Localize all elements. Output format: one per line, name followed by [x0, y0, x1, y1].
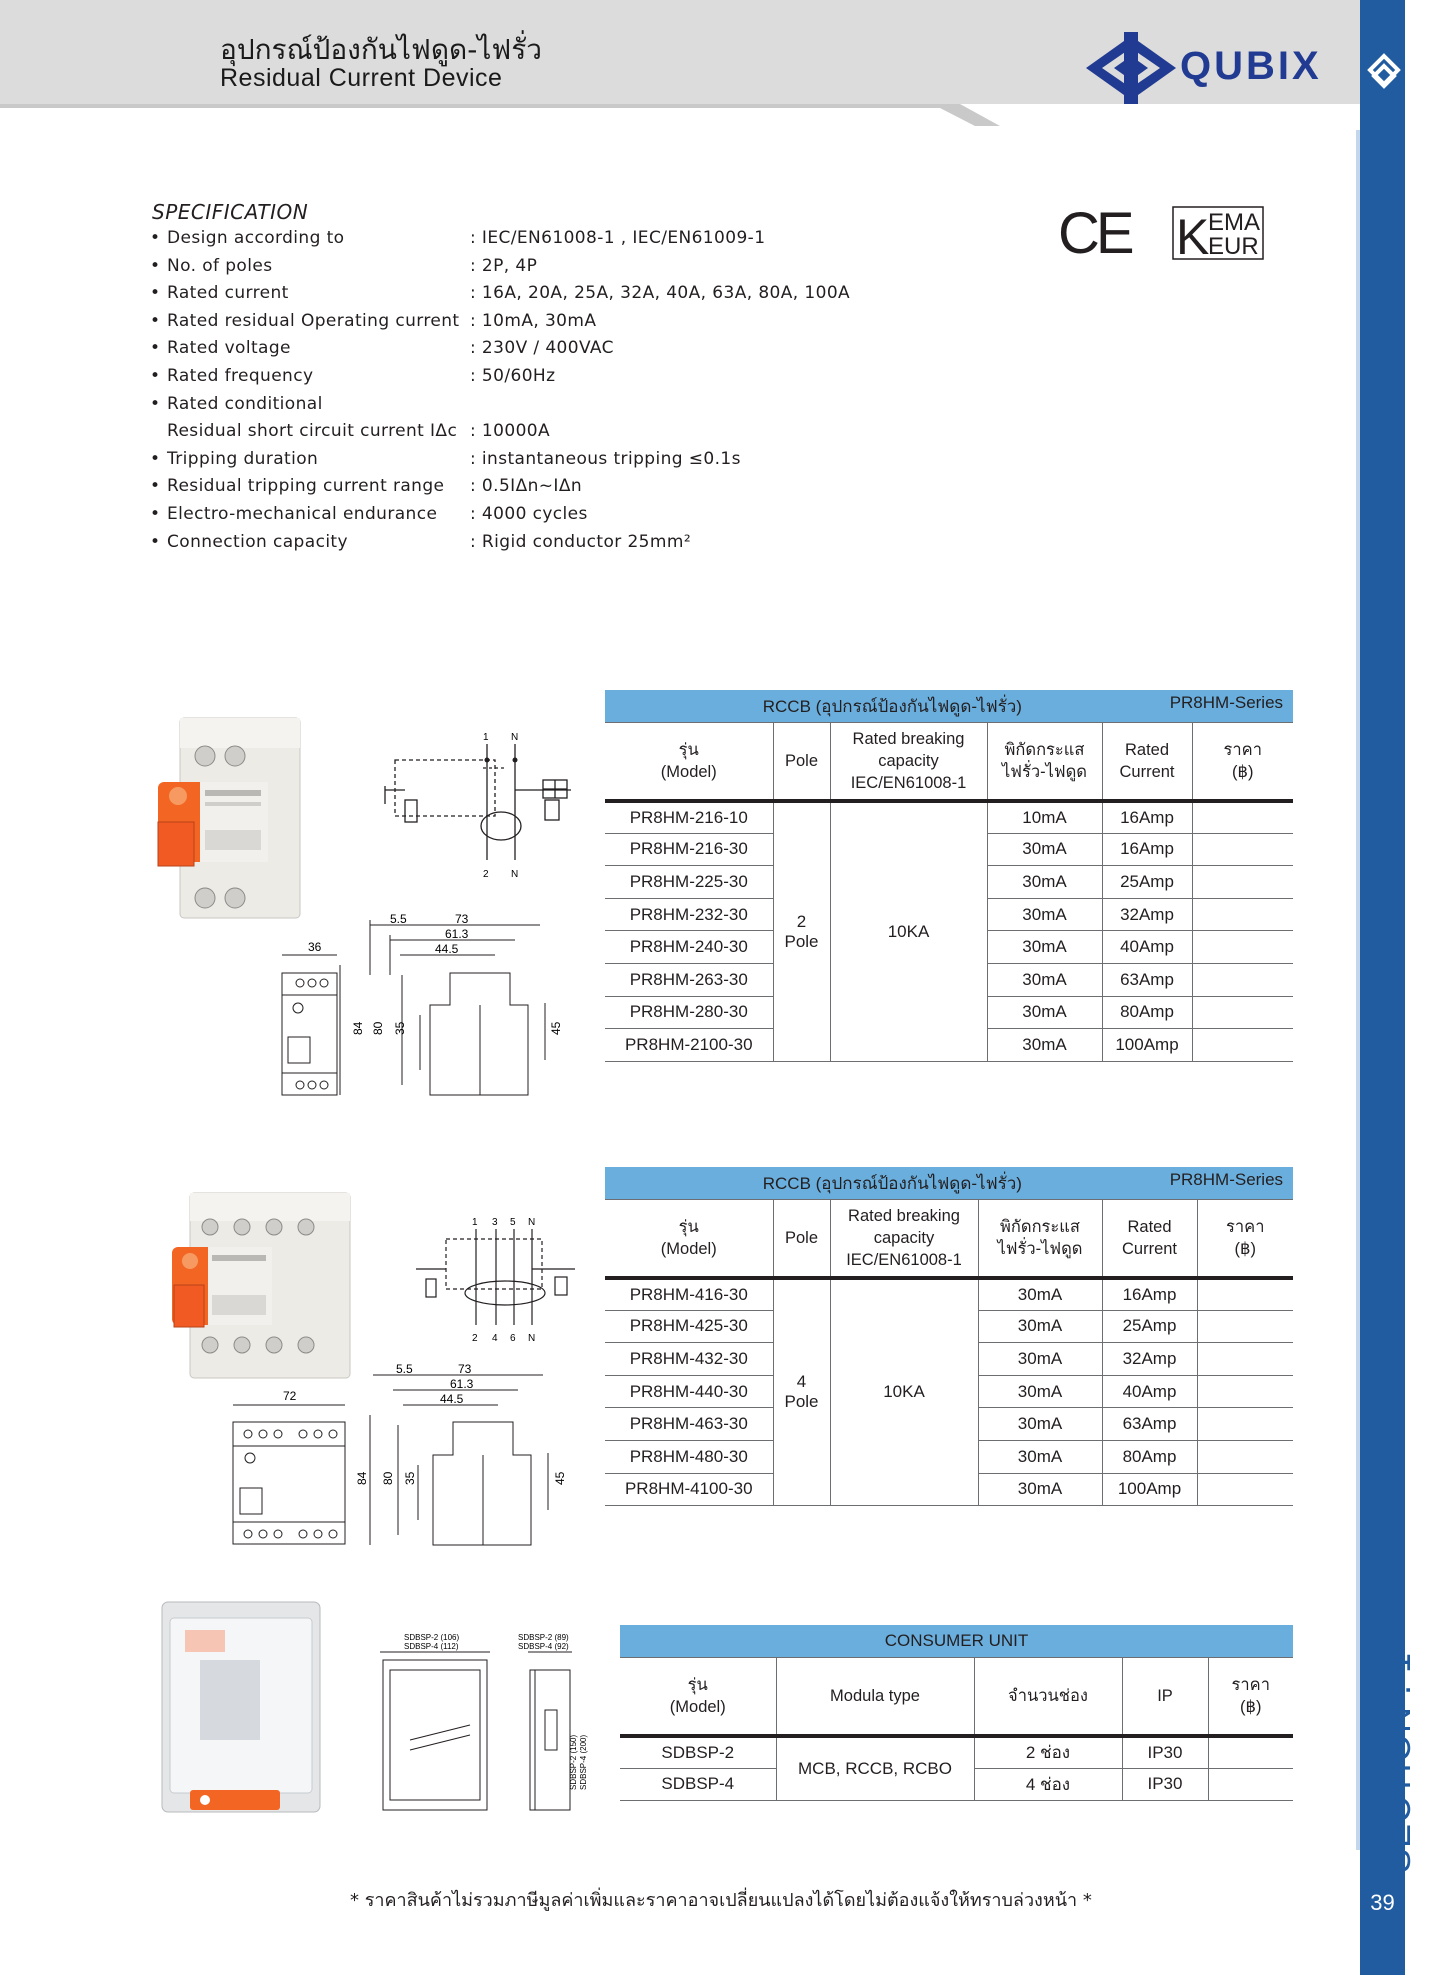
rccb-4pole-wiring-diagram: [410, 1215, 590, 1345]
spec-row: [150, 394, 910, 422]
rccb-2pole-wiring-diagram: [375, 730, 575, 880]
dimension-label: 35: [403, 1471, 417, 1485]
pole-word: Pole: [784, 1392, 819, 1412]
cell-model: PR8HM-216-30: [605, 833, 773, 866]
col-breaking: [830, 723, 987, 801]
pole-number: 2: [796, 911, 807, 931]
price-footnote: * ราคาสินค้าไม่รวมภาษีมูลค่าเพิ่มและราคาอาจเปลี่ยนแปลงได้โดยไม่ต้องแจ้งให้ทราบล่วงหน้า *: [350, 1890, 1092, 1911]
rccb-4pole-table: [605, 1167, 1293, 1506]
spec-label: Residual short circuit current IΔc: [167, 421, 458, 442]
col-ways: จำนวนช่อง: [974, 1658, 1122, 1736]
cell-price: [1197, 1310, 1293, 1343]
col-price: [1197, 1200, 1293, 1278]
terminal-label: 2: [483, 869, 489, 880]
table-title-bar: [605, 1167, 1293, 1200]
table-header: [605, 723, 1293, 801]
dimension-label: 73: [458, 1362, 472, 1376]
spec-label: Rated frequency: [167, 365, 314, 386]
dimension-label: 44.5: [440, 1392, 464, 1406]
cell-price: [1192, 996, 1293, 1029]
col-ip: IP: [1122, 1658, 1208, 1736]
col-model-thai: รุ่น: [678, 740, 699, 759]
col-breaking: [830, 1200, 978, 1278]
spec-value: : 50/60Hz: [470, 365, 556, 386]
dimension-label: 80: [381, 1471, 395, 1485]
cell-leak: 30mA: [987, 964, 1102, 997]
spec-row: [150, 256, 910, 284]
col-price-line: (฿): [1232, 762, 1254, 781]
cell-price: [1197, 1375, 1293, 1408]
col-model-thai: รุ่น: [678, 1217, 699, 1236]
table-title: RCCB (อุปกรณ์ป้องกันไฟดูด-ไฟรั่ว): [762, 696, 1022, 716]
spec-value: : 4000 cycles: [470, 503, 588, 524]
terminal-label: 4: [492, 1333, 498, 1344]
col-breaking-line: Rated breaking: [852, 729, 965, 748]
table-title-bar: [620, 1625, 1293, 1658]
col-model: [605, 723, 773, 801]
cell-leak: 30mA: [978, 1408, 1102, 1441]
dimension-label: SDBSP-4 (112): [404, 1642, 459, 1651]
cell-price: [1192, 833, 1293, 866]
bullet: •: [150, 476, 161, 497]
spec-value: : Rigid conductor 25mm²: [470, 531, 692, 552]
spec-value: : 230V / 400VAC: [470, 338, 614, 359]
terminal-label: N: [511, 869, 519, 880]
bullet: •: [150, 283, 161, 304]
cell-current: 32Amp: [1102, 1343, 1197, 1376]
ce-mark: CE: [1058, 201, 1131, 266]
table-header: [620, 1658, 1293, 1736]
spec-row: [150, 283, 910, 311]
spec-row: [150, 421, 910, 449]
dimension-label: 61.3: [445, 927, 469, 941]
spec-label: Electro-mechanical endurance: [167, 503, 438, 524]
dimension-label: 80: [371, 1021, 385, 1035]
cell-price: [1192, 931, 1293, 964]
kema-top-text: EMA: [1208, 209, 1261, 236]
page-title-thai: อุปกรณ์ป้องกันไฟดูด-ไฟรั่ว: [220, 33, 542, 66]
spec-row: [150, 476, 910, 504]
dimension-label: 73: [455, 912, 469, 926]
col-leak-line: พิกัดกระแส: [1004, 740, 1085, 759]
bullet: •: [150, 503, 161, 524]
cell-price: [1208, 1768, 1293, 1801]
col-leak-line: ไฟรั่ว-ไฟดูด: [1001, 762, 1087, 781]
col-pole: Pole: [773, 1200, 830, 1278]
col-price-line: (฿): [1234, 1239, 1257, 1258]
dimension-label: 84: [355, 1471, 369, 1485]
rccb-2pole-photo: [150, 710, 320, 925]
col-model: [620, 1658, 776, 1736]
spec-label: Residual tripping current range: [167, 476, 445, 497]
cell-model: PR8HM-216-10: [605, 801, 773, 834]
col-rated-line: Rated: [1124, 740, 1170, 759]
col-price-line: (฿): [1240, 1697, 1262, 1716]
col-model-english: (Model): [660, 1239, 717, 1258]
cell-price: [1197, 1441, 1293, 1474]
table-series: PR8HM-Series: [1169, 692, 1284, 712]
bullet: •: [150, 255, 161, 276]
col-price: [1192, 723, 1293, 801]
table-row: [620, 1736, 1293, 1769]
table-row: [605, 801, 1293, 834]
col-leak-line: ไฟรั่ว-ไฟดูด: [997, 1239, 1083, 1258]
dimension-label: SDBSP-4 (200): [579, 1734, 588, 1790]
cell-model: PR8HM-4100-30: [605, 1473, 773, 1506]
cell-breaking: 10KA: [830, 801, 987, 1062]
brand-name: QUBIX: [1180, 44, 1322, 88]
cell-current: 16Amp: [1102, 833, 1192, 866]
col-leak-line: พิกัดกระแส: [999, 1217, 1080, 1236]
cell-pole: [773, 1278, 830, 1506]
cell-price: [1192, 964, 1293, 997]
dimension-label: 5.5: [396, 1362, 413, 1376]
cell-price: [1197, 1343, 1293, 1376]
header-swoosh: [0, 104, 1000, 126]
kema-keur-mark: [1172, 206, 1264, 260]
dimension-label: SDBSP-2 (89): [518, 1633, 569, 1642]
dimension-label: SDBSP-2 (150): [569, 1734, 578, 1790]
terminal-label: 1: [472, 1217, 478, 1228]
spec-row: [150, 504, 910, 532]
col-breaking-line: IEC/EN61008-1: [846, 1250, 962, 1269]
col-model: [605, 1200, 773, 1278]
col-price-line: ราคา: [1226, 1217, 1265, 1236]
col-price-line: ราคา: [1223, 740, 1262, 759]
cell-price: [1192, 898, 1293, 931]
rccb-4pole-dimension-drawing: [228, 1350, 588, 1560]
dimension-label: SDBSP-4 (92): [518, 1642, 569, 1651]
cell-current: 25Amp: [1102, 866, 1192, 899]
cell-leak: 30mA: [987, 833, 1102, 866]
cell-leak: 30mA: [978, 1375, 1102, 1408]
dimension-label: SDBSP-2 (106): [404, 1633, 460, 1642]
col-breaking-line: capacity: [878, 751, 939, 770]
cell-current: 63Amp: [1102, 1408, 1197, 1441]
page-number: 39: [1370, 1890, 1395, 1915]
cell-model: PR8HM-425-30: [605, 1310, 773, 1343]
cell-model: SDBSP-2: [620, 1736, 776, 1769]
cell-price: [1197, 1473, 1293, 1506]
terminal-label: 3: [492, 1217, 498, 1228]
terminal-label: 1: [483, 732, 489, 743]
cell-leak: 10mA: [987, 801, 1102, 834]
consumer-unit-dimension-drawing: [380, 1630, 600, 1820]
spec-row: [150, 338, 910, 366]
spec-value: : IEC/EN61008-1 , IEC/EN61009-1: [470, 228, 766, 248]
bullet: •: [150, 228, 161, 248]
terminal-label: 5: [510, 1217, 516, 1228]
terminal-label: 2: [472, 1333, 478, 1344]
terminal-label: N: [511, 732, 519, 743]
table-title: RCCB (อุปกรณ์ป้องกันไฟดูด-ไฟรั่ว): [762, 1173, 1022, 1193]
bullet: •: [150, 338, 161, 359]
cell-current: 100Amp: [1102, 1029, 1192, 1062]
spec-row: [150, 532, 910, 560]
col-model-english: (Model): [669, 1697, 726, 1716]
col-breaking-line: IEC/EN61008-1: [850, 773, 967, 792]
cell-price: [1192, 801, 1293, 834]
cell-ways: 2 ช่อง: [974, 1736, 1122, 1769]
col-rated-current: [1102, 1200, 1197, 1278]
cell-model: PR8HM-225-30: [605, 866, 773, 899]
dimension-label: 5.5: [390, 912, 407, 926]
cell-current: 32Amp: [1102, 898, 1192, 931]
pole-word: Pole: [784, 931, 819, 951]
dimension-label: 72: [283, 1389, 297, 1403]
kema-k-letter: K: [1176, 209, 1210, 260]
spec-row: [150, 449, 910, 477]
section-label: SECTION : 1: [1377, 1651, 1418, 1873]
col-breaking-line: capacity: [873, 1228, 935, 1247]
cell-current: 40Amp: [1102, 931, 1192, 964]
spec-list: [150, 228, 910, 559]
table-title: CONSUMER UNIT: [884, 1631, 1029, 1651]
cell-current: 25Amp: [1102, 1310, 1197, 1343]
cell-price: [1208, 1736, 1293, 1769]
bullet: •: [150, 393, 161, 414]
spec-label: Design according to: [167, 228, 345, 248]
spec-row: [150, 228, 910, 256]
col-price-line: ราคา: [1231, 1675, 1270, 1694]
cell-leak: 30mA: [987, 898, 1102, 931]
cell-leak: 30mA: [978, 1441, 1102, 1474]
dimension-label: 45: [553, 1471, 567, 1485]
cell-current: 63Amp: [1102, 964, 1192, 997]
spec-label: Tripping duration: [167, 448, 319, 469]
col-leak-current: [987, 723, 1102, 801]
spec-label: Rated conditional: [167, 393, 323, 414]
col-modula-type: Modula type: [776, 1658, 974, 1736]
cell-model: PR8HM-240-30: [605, 931, 773, 964]
consumer-unit-table: [620, 1625, 1293, 1801]
cell-price: [1192, 1029, 1293, 1062]
cell-price: [1197, 1408, 1293, 1441]
cell-breaking: 10KA: [830, 1278, 978, 1506]
rccb-2pole-table: [605, 690, 1293, 1062]
terminal-label: N: [528, 1333, 536, 1344]
bullet: •: [150, 448, 161, 469]
cell-leak: 30mA: [978, 1310, 1102, 1343]
spec-row: [150, 311, 910, 339]
cell-leak: 30mA: [978, 1343, 1102, 1376]
rccb-2pole-dimension-drawing: [270, 895, 585, 1105]
spec-value: : 10mA, 30mA: [470, 310, 597, 331]
cell-model: PR8HM-280-30: [605, 996, 773, 1029]
dimension-label: 84: [351, 1021, 365, 1035]
col-rated-current: [1102, 723, 1192, 801]
cell-model: PR8HM-463-30: [605, 1408, 773, 1441]
brand-pattern-icon: [1366, 52, 1402, 96]
cell-model: PR8HM-480-30: [605, 1441, 773, 1474]
pole-number: 4: [796, 1372, 807, 1392]
cell-model: PR8HM-232-30: [605, 898, 773, 931]
cell-modula: MCB, RCCB, RCBO: [776, 1736, 974, 1801]
cell-price: [1197, 1278, 1293, 1311]
cell-current: 16Amp: [1102, 801, 1192, 834]
cell-leak: 30mA: [978, 1278, 1102, 1311]
spec-value: : 10000A: [470, 421, 551, 442]
dimension-label: 35: [393, 1021, 407, 1035]
bullet: •: [150, 310, 161, 331]
table-row: [605, 1278, 1293, 1311]
spec-label: Rated current: [167, 283, 289, 304]
spec-label: Connection capacity: [167, 531, 348, 552]
cell-model: PR8HM-416-30: [605, 1278, 773, 1311]
cell-model: SDBSP-4: [620, 1768, 776, 1801]
cell-pole: [773, 801, 830, 1062]
spec-value: : 2P, 4P: [470, 255, 538, 276]
col-leak-current: [978, 1200, 1102, 1278]
spec-title: SPECIFICATION: [152, 200, 309, 224]
spec-value: : 0.5IΔn~IΔn: [470, 476, 583, 497]
col-rated-line: Current: [1119, 762, 1175, 781]
cell-leak: 30mA: [987, 866, 1102, 899]
cell-leak: 30mA: [978, 1473, 1102, 1506]
cell-ip: IP30: [1122, 1736, 1208, 1769]
spec-value: : instantaneous tripping ≤0.1s: [470, 448, 741, 469]
table-title-bar: [605, 690, 1293, 723]
kema-bottom-text: EUR: [1208, 233, 1259, 260]
terminal-label: N: [528, 1217, 536, 1228]
cell-leak: 30mA: [987, 1029, 1102, 1062]
col-breaking-line: Rated breaking: [848, 1206, 960, 1225]
cell-model: PR8HM-440-30: [605, 1375, 773, 1408]
cell-ways: 4 ช่อง: [974, 1768, 1122, 1801]
cell-ip: IP30: [1122, 1768, 1208, 1801]
col-model-english: (Model): [660, 762, 717, 781]
terminal-label: 6: [510, 1333, 516, 1344]
col-rated-line: Current: [1121, 1239, 1178, 1258]
cell-current: 80Amp: [1102, 996, 1192, 1029]
col-rated-line: Rated: [1127, 1217, 1172, 1236]
spec-value: : 16A, 20A, 25A, 32A, 40A, 63A, 80A, 100A: [470, 283, 851, 304]
table-header: [605, 1200, 1293, 1278]
cell-model: PR8HM-2100-30: [605, 1029, 773, 1062]
bullet: •: [150, 531, 161, 552]
spec-label: Rated voltage: [167, 338, 291, 359]
dimension-label: 44.5: [435, 942, 459, 956]
consumer-unit-photo: [160, 1600, 325, 1815]
dimension-label: 45: [549, 1021, 563, 1035]
cell-current: 80Amp: [1102, 1441, 1197, 1474]
col-price: [1208, 1658, 1293, 1736]
cell-price: [1192, 866, 1293, 899]
spec-label: No. of poles: [167, 255, 273, 276]
cell-model: PR8HM-263-30: [605, 964, 773, 997]
spec-label: Rated residual Operating current: [167, 310, 460, 331]
cell-current: 40Amp: [1102, 1375, 1197, 1408]
cell-current: 100Amp: [1102, 1473, 1197, 1506]
spec-row: [150, 366, 910, 394]
col-pole: Pole: [773, 723, 830, 801]
bullet: •: [150, 365, 161, 386]
page-title-english: Residual Current Device: [220, 64, 503, 92]
table-series: PR8HM-Series: [1169, 1169, 1284, 1189]
cell-current: 16Amp: [1102, 1278, 1197, 1311]
cell-leak: 30mA: [987, 996, 1102, 1029]
col-model-thai: รุ่น: [687, 1675, 708, 1694]
dimension-label: 61.3: [450, 1377, 474, 1391]
cell-model: PR8HM-432-30: [605, 1343, 773, 1376]
dimension-label: 36: [308, 940, 322, 954]
cell-leak: 30mA: [987, 931, 1102, 964]
